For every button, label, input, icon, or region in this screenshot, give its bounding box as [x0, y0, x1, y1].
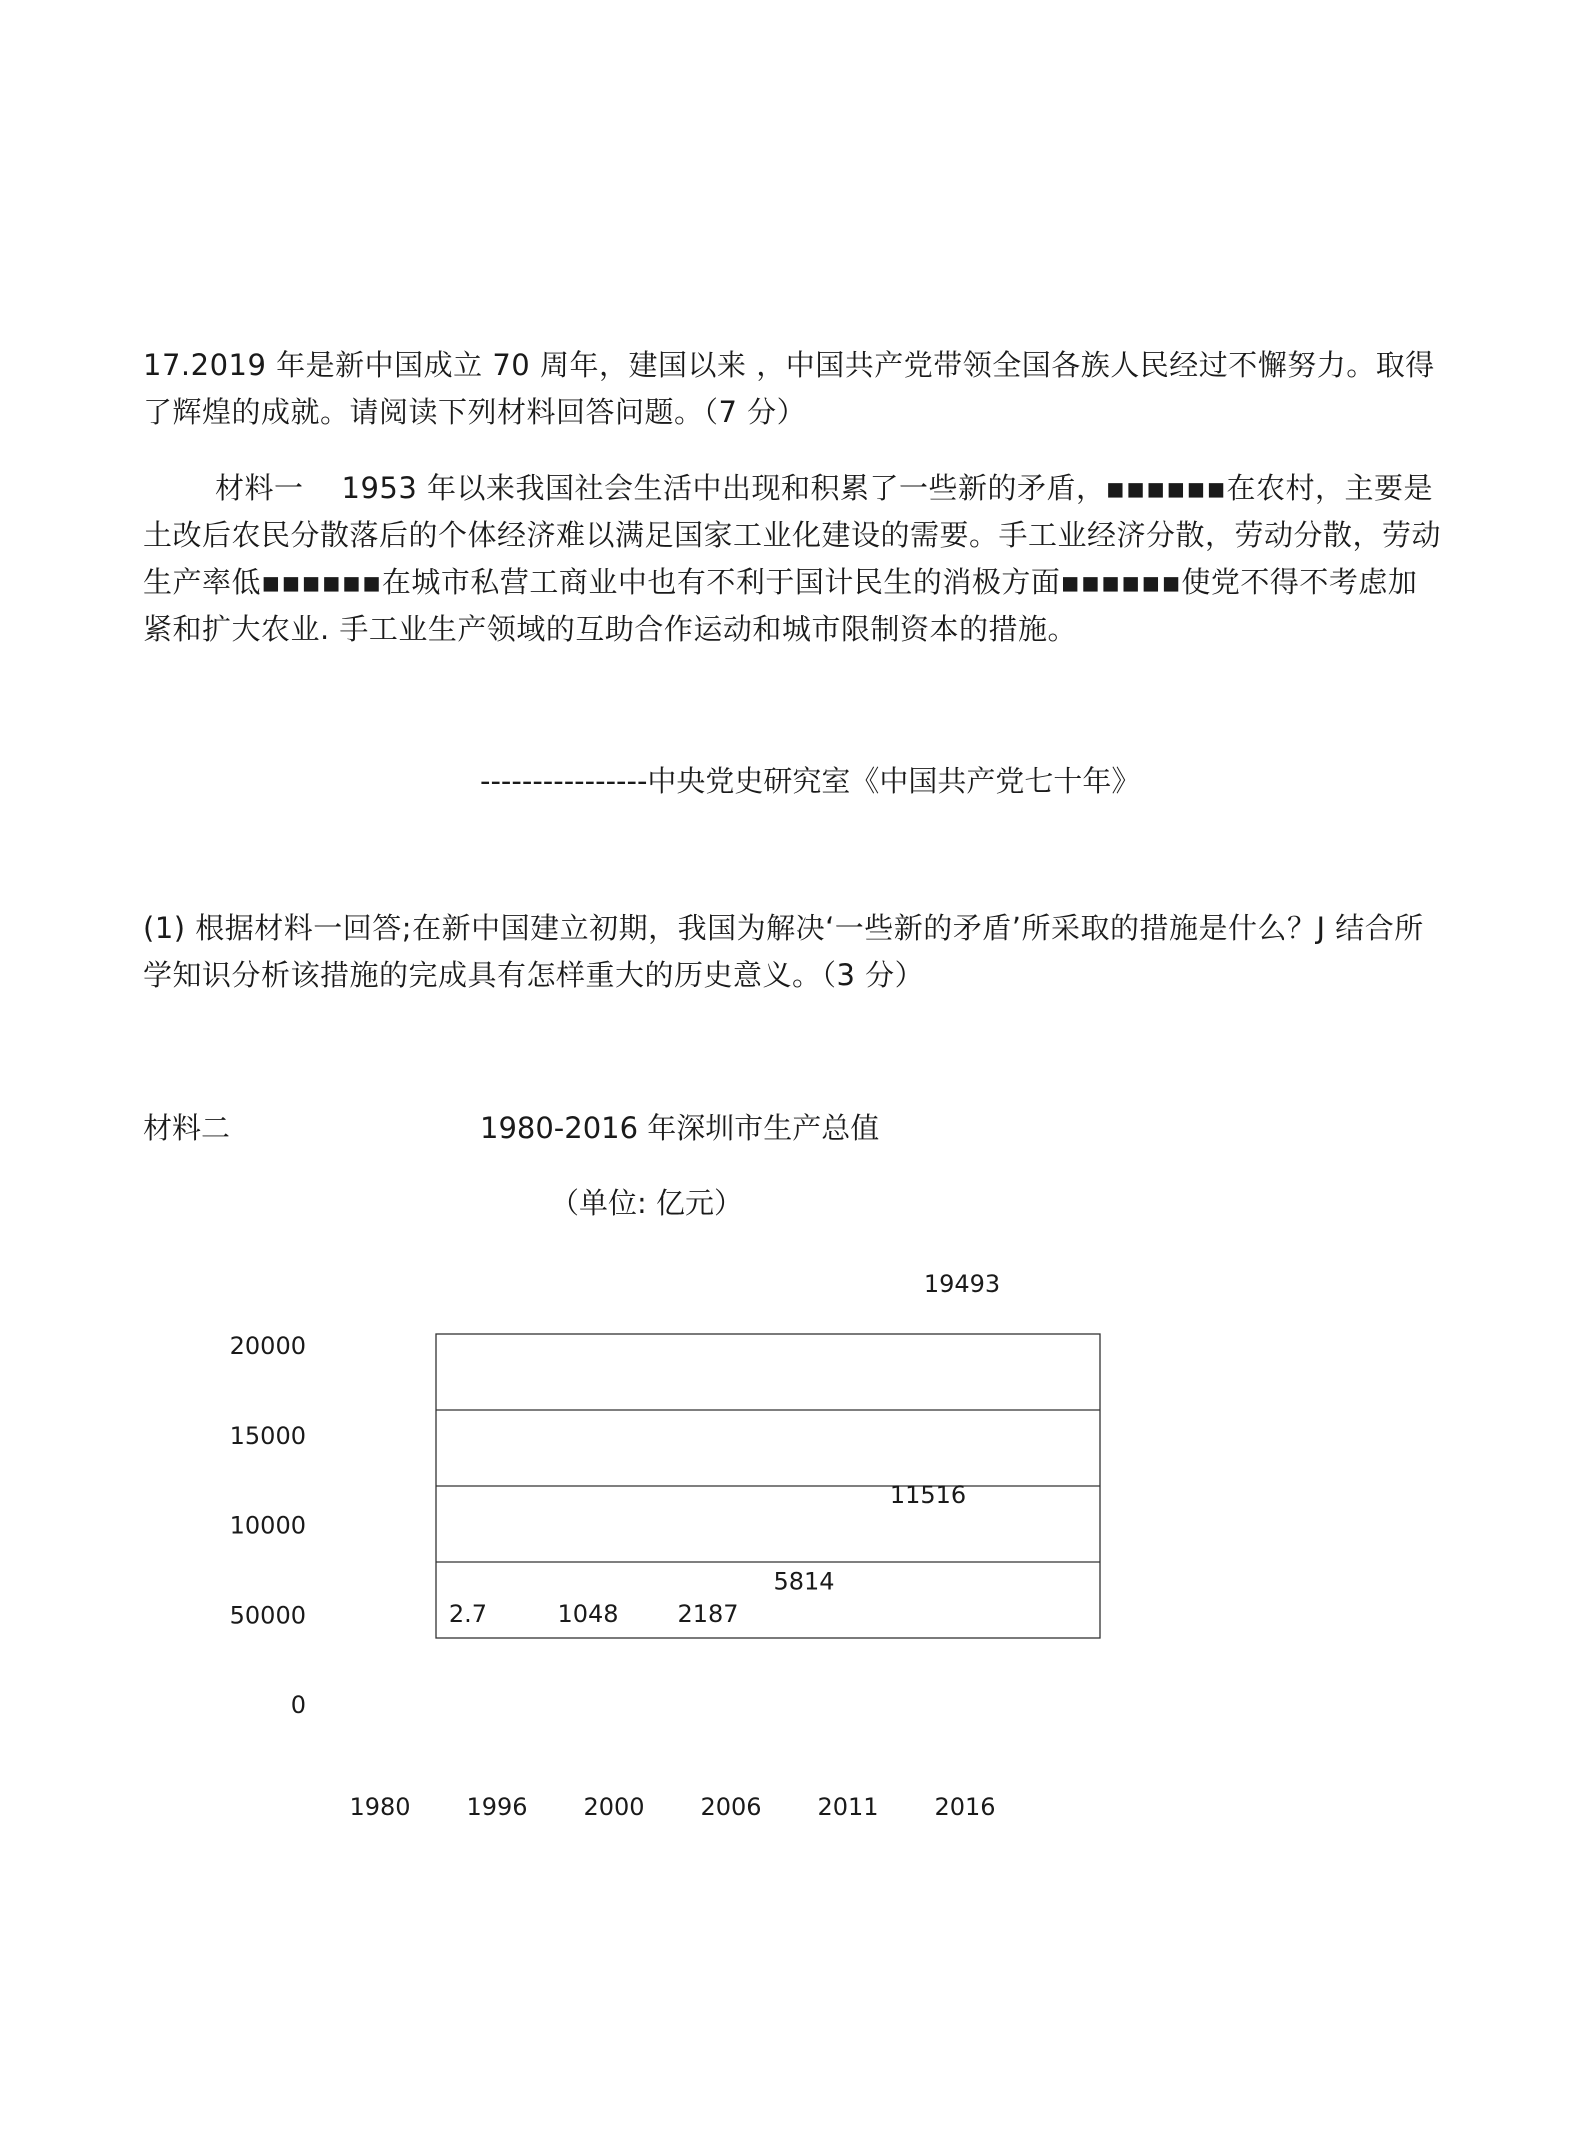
- chart-unit-label: （单位: 亿元）: [550, 1186, 743, 1220]
- material-one-label: 材料一: [215, 471, 304, 505]
- data-labels: [449, 1270, 1000, 1628]
- material-one-text: 1953 年以来我国社会生活中出现和积累了一些新的矛盾，▪▪▪▪▪▪在农村，主要是土改后农民分散落后的个体经济难以满足国家工业化建设的需要。手工业经济分散，劳动分散，劳动生产率低▪▪▪▪▪▪在城市私营工商业中也有不利于国计民生的消极方面▪▪▪▪▪▪使党不得不考虑加紧和扩大农业. 手工业生产领域的互助合作运动和城市限制资本的措施。: [143, 471, 1442, 646]
- chart-title: 1980-2016 年深圳市生产总值: [480, 1111, 880, 1145]
- data-label: 11516: [889, 1481, 967, 1509]
- y-tick-label: 15000: [229, 1421, 306, 1450]
- x-tick-label: 2000: [583, 1793, 645, 1821]
- material-two-label: 材料二: [143, 1111, 231, 1145]
- x-tick-label: 2016: [934, 1793, 996, 1821]
- sub-question-1: (1) 根据材料一回答;在新中国建立初期，我国为解决‘一些新的矛盾’所采取的措施是什么？J 结合所学知识分析该措施的完成具有怎样重大的历史意义。（3 分）: [143, 911, 1424, 992]
- data-label: 5814: [773, 1567, 835, 1596]
- question-intro: 17.2019 年是新中国成立 70 周年，建国以来 ，中国共产党带领全国各族人民经过不懈努力。取得了辉煌的成就。请阅读下列材料回答问题。（7 分）: [143, 348, 1435, 429]
- data-label: 1048: [557, 1600, 619, 1628]
- x-tick-label: 1980: [349, 1793, 411, 1821]
- x-tick-label: 2011: [817, 1793, 879, 1821]
- data-label: 2187: [677, 1600, 739, 1628]
- material-one-source: ----------------中央党史研究室《中国共产党七十年》: [480, 764, 1141, 798]
- y-tick-label: 10000: [229, 1511, 306, 1540]
- plot-frame: [436, 1334, 1100, 1638]
- y-tick-label: 0: [290, 1691, 306, 1719]
- y-axis-ticks: [230, 1332, 306, 1719]
- x-tick-label: 2006: [700, 1793, 762, 1821]
- x-axis-ticks: [349, 1793, 995, 1821]
- y-tick-label: 50000: [229, 1601, 306, 1630]
- data-label: 19493: [923, 1270, 1001, 1298]
- chart-grid: [436, 1334, 1100, 1638]
- x-tick-label: 1996: [466, 1793, 528, 1821]
- material-one-paragraph: [143, 465, 1443, 653]
- y-tick-label: 20000: [229, 1332, 306, 1360]
- data-label: 2.7: [448, 1600, 488, 1628]
